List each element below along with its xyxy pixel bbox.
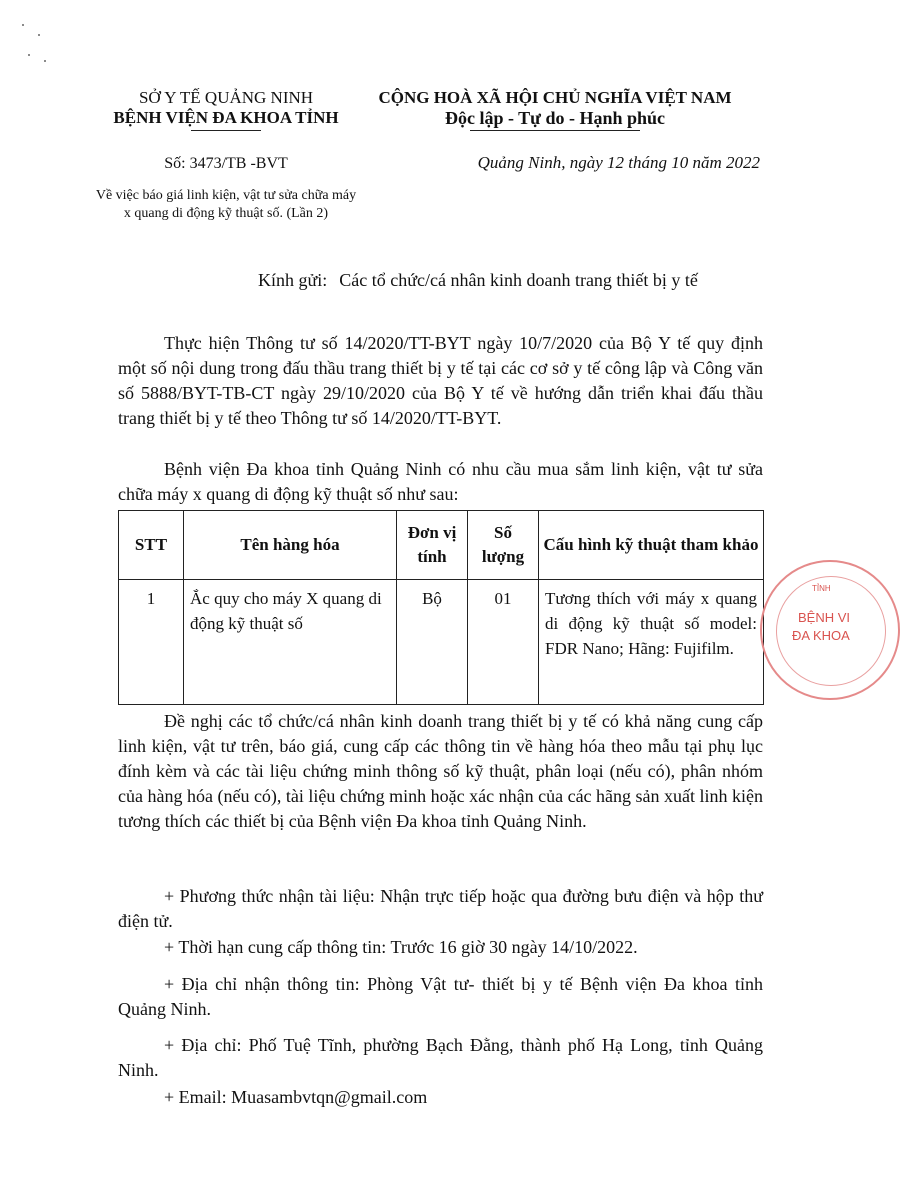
country-name: CỘNG HOÀ XÃ HỘI CHỦ NGHĨA VIỆT NAM xyxy=(378,88,732,107)
document-subject xyxy=(70,187,382,223)
motto-underline xyxy=(470,130,640,131)
seal-top-text: TỈNH xyxy=(812,584,831,593)
motto: Độc lập - Tự do - Hạnh phúc xyxy=(444,108,666,128)
subject-line-2: x quang di động kỹ thuật số. (Lần 2) xyxy=(123,206,329,221)
national-heading xyxy=(350,88,760,131)
subject-line-1: Về việc báo giá linh kiện, vật tư sửa chữa máy xyxy=(95,188,357,203)
header-qty: Số lượng xyxy=(468,511,539,580)
header-unit: Đơn vị tính xyxy=(397,511,468,580)
seal-text-2: ĐA KHOA xyxy=(792,628,850,643)
cell-spec: Tương thích với máy x quang di động kỹ thuật số model: FDR Nano; Hãng: Fujifilm. xyxy=(539,580,764,705)
issuer-underline xyxy=(191,130,261,131)
info-receiving-method: + Phương thức nhận tài liệu: Nhận trực tiếp hoặc qua đường bưu điện và hộp thư điện tử. xyxy=(118,886,763,931)
scan-specks xyxy=(18,20,58,70)
recipient-text: Các tổ chức/cá nhân kinh doanh trang thiết bị y tế xyxy=(339,270,698,290)
paragraph-request: Đề nghị các tổ chức/cá nhân kinh doanh trang thiết bị y tế có khả năng cung cấp linh kiện, vật tư trên, báo giá, cung cấp các thông tin về hàng hóa theo mẫu tại phụ lục đính kèm và các tài liệu chứng minh thông số kỹ thuật, phân loại (nếu có), phân nhóm của hàng hóa (nếu có), tài liệu chứng minh hoặc xác nhận của các hãng sản xuất linh kiện tương thích các thiết bị của Bệnh viện Đa khoa tỉnh Quảng Ninh. xyxy=(118,711,764,831)
info-address: + Địa chỉ: Phố Tuệ Tĩnh, phường Bạch Đằng, thành phố Hạ Long, tỉnh Quảng Ninh. xyxy=(118,1035,763,1080)
seal-text-1: BỆNH VI xyxy=(798,610,851,625)
recipient-label: Kính gửi: xyxy=(258,270,328,290)
info-receiving-office: + Địa chỉ nhận thông tin: Phòng Vật tư- thiết bị y tế Bệnh viện Đa khoa tỉnh Quảng Ninh. xyxy=(118,974,763,1019)
cell-stt: 1 xyxy=(119,580,184,705)
header-name: Tên hàng hóa xyxy=(184,511,397,580)
goods-table xyxy=(118,510,764,705)
issuer-block xyxy=(70,88,382,131)
cell-qty: 01 xyxy=(468,580,539,705)
cell-name: Ắc quy cho máy X quang di động kỹ thuật số xyxy=(184,580,397,705)
issuer-department: SỞ Y TẾ QUẢNG NINH xyxy=(138,88,314,107)
issue-date: Quảng Ninh, ngày 12 tháng 10 năm 2022 xyxy=(477,153,760,172)
cell-unit: Bộ xyxy=(397,580,468,705)
document-number: Số: 3473/TB -BVT xyxy=(164,155,288,172)
header-stt: STT xyxy=(119,511,184,580)
paragraph-purchase-need: Bệnh viện Đa khoa tỉnh Quảng Ninh có nhu cầu mua sắm linh kiện, vật tư sửa chữa máy x quang di động kỹ thuật số như sau: xyxy=(118,459,763,504)
issuer-hospital: BỆNH VIỆN ĐA KHOA TỈNH xyxy=(113,108,339,127)
info-deadline: + Thời hạn cung cấp thông tin: Trước 16 giờ 30 ngày 14/10/2022. xyxy=(164,937,638,957)
table-row xyxy=(119,580,764,705)
hospital-seal xyxy=(760,560,900,700)
header-spec: Cấu hình kỹ thuật tham khảo xyxy=(539,511,764,580)
info-email: + Email: Muasambvtqn@gmail.com xyxy=(164,1087,428,1107)
paragraph-legal-basis: Thực hiện Thông tư số 14/2020/TT-BYT ngày 10/7/2020 của Bộ Y tế quy định một số nội dung trong đấu thầu trang thiết bị y tế tại các cơ sở y tế công lập và Công văn số 5888/BYT-TB-CT ngày 29/10/2020 của Bộ Y tế về hướng dẫn triển khai đấu thầu trang thiết bị y tế theo Thông tư số 14/2020/TT-BYT. xyxy=(118,333,763,428)
table-header-row xyxy=(119,511,764,580)
recipient-line xyxy=(258,270,698,291)
